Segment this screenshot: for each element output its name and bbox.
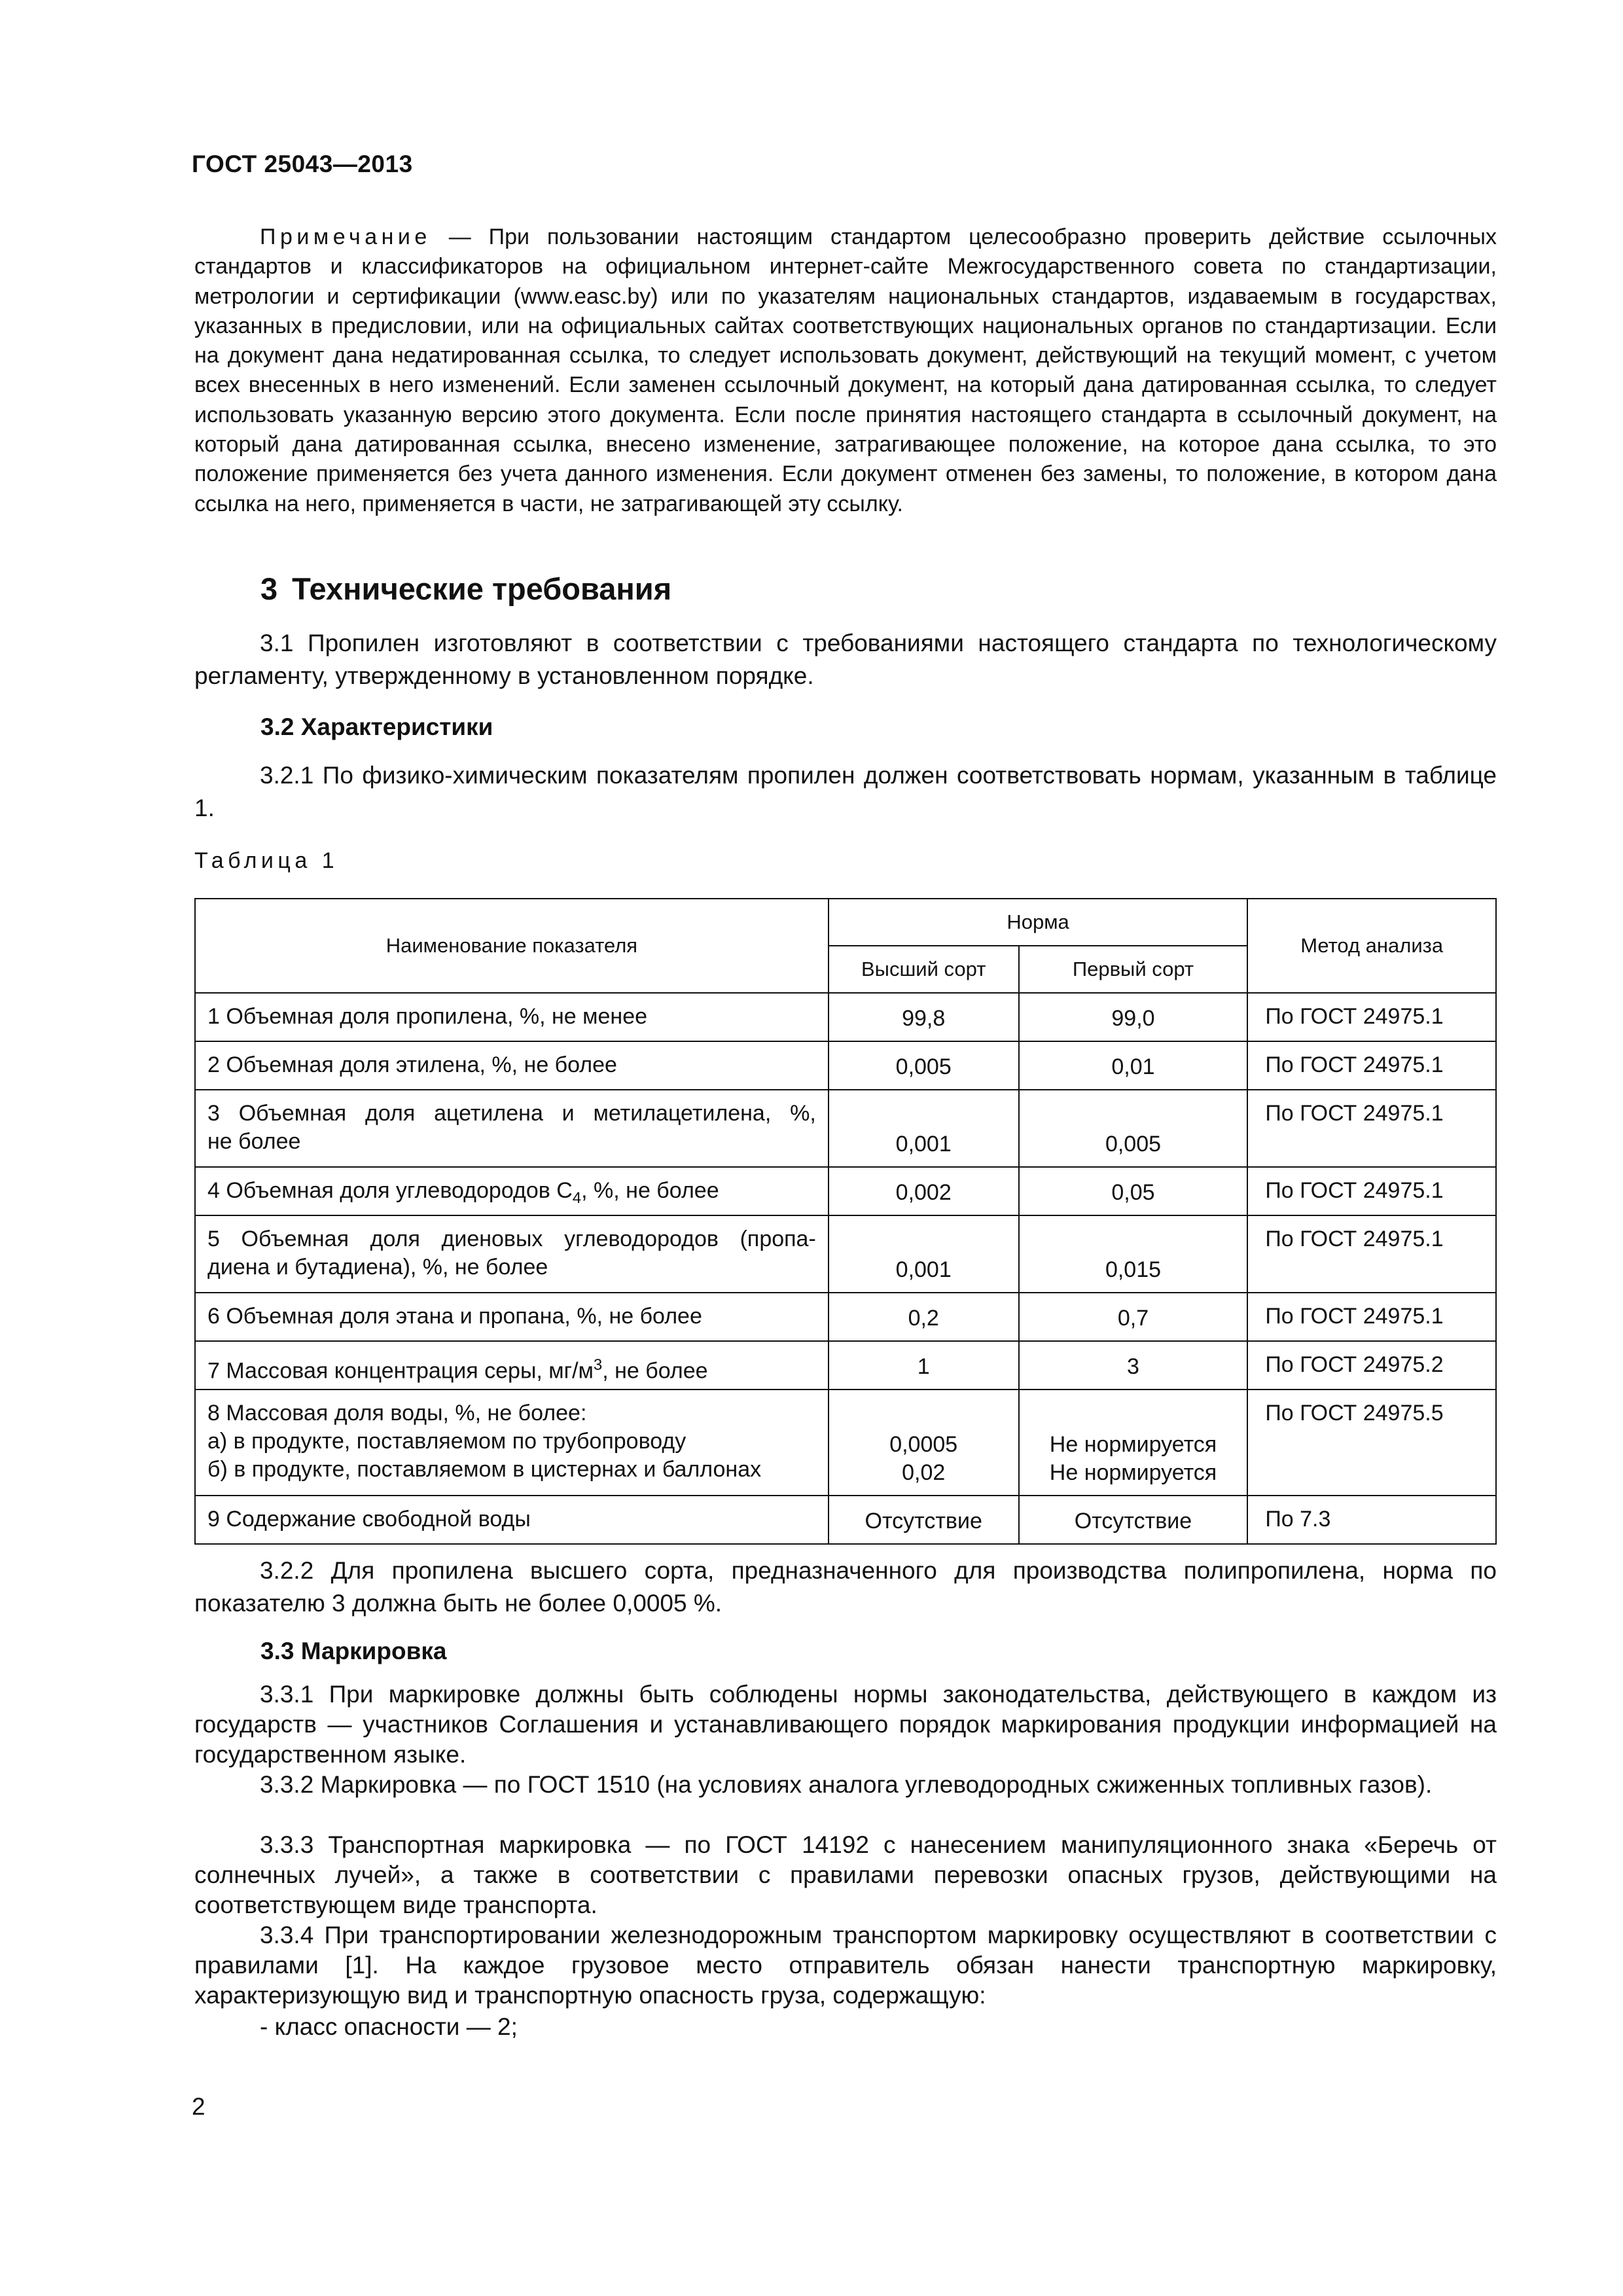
row-name-line: 5 Объемная доля диеновых углеводородов (пропа- [207, 1227, 816, 1251]
paragraph-3-3-2: 3.3.2 Маркировка — по ГОСТ 1510 (на условиях аналога углеводородных сжиженных топливных газов). [260, 1771, 1433, 1798]
table-header-row [195, 899, 1496, 946]
list-item: - класс опасности — 2; [260, 2013, 518, 2040]
document-header: ГОСТ 25043—2013 [192, 151, 413, 177]
row-method: По ГОСТ 24975.1 [1265, 1052, 1444, 1077]
row-name [196, 1168, 828, 1212]
row-name [196, 1090, 828, 1156]
row-method: По ГОСТ 24975.5 [1265, 1401, 1444, 1426]
table-row [195, 1293, 1496, 1341]
row-name [196, 1390, 828, 1484]
paragraph-3-2-1: 3.2.1 По физико-химическим показателям пропилен должен соответствовать нормам, указанным в таблице 1. [194, 762, 1497, 821]
row-value-grade2: 0,015 [1105, 1257, 1162, 1282]
table-row [195, 1390, 1496, 1496]
row-value-line: 0,02 [902, 1460, 946, 1485]
header-grade1: Высший сорт [829, 946, 1019, 993]
row-value-grade1: 99,8 [902, 1006, 946, 1031]
row-method: По ГОСТ 24975.2 [1265, 1352, 1444, 1377]
note-text: — При пользовании настоящим стандартом целесообразно проверить действие ссылочных стандартов и классификаторов на официальном интернет-сайте Межгосударственного совета по стандартизации, метрологии и сертификации (www.easc.by) или по указателям национальных стандартов, издаваемым в государствах, указанных в предисловии, или на официальных сайтах соответствующих национальных органов по стандартизации. Если на документ дана недатированная ссылка, то следует использовать документ, действующий на текущий момент, с учетом всех внесенных в него изменений. Если заменен ссылочный документ, на который дана датированная ссылка, то следует использовать указанную версию этого документа. Если после принятия настоящего стандарта в ссылочный документ, на который дана датированная ссылка, внесено изменение, затрагивающее положение, на которое дана ссылка, то это положение применяется без учета данного изменения. Если документ отменен без замены, то положение, в котором дана ссылка на него, применяется в части, не затрагивающей эту ссылку. [194, 224, 1497, 516]
row-value-grade2 [1020, 1431, 1247, 1495]
row-value-line: Не нормируется [1049, 1460, 1217, 1485]
row-name-subscript: 4 [572, 1189, 582, 1207]
row-name-line: а) в продукте, поставляемом по трубопроводу [207, 1429, 687, 1454]
table-row [195, 1167, 1496, 1215]
row-value-grade2: 99,0 [1111, 1006, 1155, 1031]
table-row [195, 1215, 1496, 1293]
row-value-grade2: 0,01 [1111, 1054, 1155, 1079]
row-name-line: не более [207, 1129, 301, 1154]
note-paragraph [194, 223, 1497, 519]
paragraph-3-3-1: 3.3.1 При маркировке должны быть соблюдены нормы законодательства, действующего в каждом из государств — участников Соглашения и устанавливающего порядок маркирования продукции информацией на государственном языке. [194, 1681, 1497, 1768]
paragraph-3-1: 3.1 Пропилен изготовляют в соответствии с требованиями настоящего стандарта по технологическому регламенту, утвержденному в установленном порядке. [194, 630, 1497, 689]
row-value-grade1: 0,002 [895, 1180, 952, 1205]
table-1 [194, 898, 1497, 1545]
table-row [195, 1496, 1496, 1544]
row-value-grade1: 0,001 [895, 1257, 952, 1282]
header-name: Наименование показателя [195, 899, 829, 993]
section-heading [260, 571, 671, 607]
row-value-grade2: 0,005 [1105, 1132, 1162, 1157]
row-name: 6 Объемная доля этана и пропана, %, не более [207, 1304, 702, 1329]
row-name: 9 Содержание свободной воды [207, 1507, 531, 1532]
row-name: 2 Объемная доля этилена, %, не более [207, 1052, 617, 1077]
row-value-line: 0,0005 [889, 1432, 958, 1457]
table-row [195, 1041, 1496, 1090]
row-name-line: 3 Объемная доля ацетилена и метилацетилена, %, [207, 1101, 816, 1126]
row-name [196, 1216, 828, 1282]
row-value-grade1 [829, 1431, 1018, 1495]
row-name [196, 1342, 828, 1385]
row-value-grade2: 3 [1127, 1354, 1139, 1379]
header-method: Метод анализа [1247, 899, 1496, 993]
row-value-grade2: 0,05 [1111, 1180, 1155, 1205]
table-row [195, 993, 1496, 1041]
paragraph-3-3-4: 3.3.4 При транспортировании железнодорожным транспортом маркировку осуществляют в соответствии с правилами [1]. На каждое грузовое место отправитель обязан нанести транспортную маркировку, характеризующую вид и транспортную опасность груза, содержащую: [194, 1922, 1497, 2009]
row-name-superscript: 3 [593, 1356, 603, 1374]
row-name-part: , не более [602, 1358, 708, 1384]
row-value-grade1: 0,005 [895, 1054, 952, 1079]
table-caption: Таблица 1 [194, 848, 339, 873]
row-method: По ГОСТ 24975.1 [1265, 1101, 1444, 1126]
row-name: 1 Объемная доля пропилена, %, не менее [207, 1004, 648, 1029]
paragraph-3-2-2: 3.2.2 Для пропилена высшего сорта, предназначенного для производства полипропилена, норма по показателю 3 должна быть не более 0,0005 %. [194, 1557, 1497, 1617]
row-name-line: б) в продукте, поставляемом в цистернах и баллонах [207, 1457, 762, 1482]
row-name-part: , %, не более [581, 1178, 719, 1203]
page-number: 2 [192, 2093, 205, 2120]
row-value-grade2: 0,7 [1117, 1306, 1149, 1331]
row-value-grade1: Отсутствие [865, 1509, 982, 1534]
note-label: Примечание [260, 224, 431, 249]
row-method: По ГОСТ 24975.1 [1265, 1004, 1444, 1029]
row-value-grade1: 1 [917, 1354, 930, 1379]
subsection-heading-3-3: 3.3 Маркировка [260, 1638, 447, 1664]
section-title: Технические требования [292, 571, 672, 606]
row-name-part: 7 Массовая концентрация серы, мг/м [207, 1358, 594, 1384]
row-value-line: Не нормируется [1049, 1432, 1217, 1457]
row-value-grade1: 0,001 [895, 1132, 952, 1157]
row-name-line: 8 Массовая доля воды, %, не более: [207, 1401, 587, 1426]
paragraph-3-3-3: 3.3.3 Транспортная маркировка — по ГОСТ 14192 с нанесением манипуляционного знака «Беречь от солнечных лучей», а также в соответствии с правилами перевозки опасных грузов, действующими на соответствующем виде транспорта. [194, 1831, 1497, 1918]
row-method: По ГОСТ 24975.1 [1265, 1178, 1444, 1203]
row-name-part: 4 Объемная доля углеводородов С [207, 1178, 573, 1203]
header-grade2: Первый сорт [1019, 946, 1248, 993]
row-value-grade1: 0,2 [908, 1306, 939, 1331]
table-row [195, 1341, 1496, 1390]
subsection-heading-3-2: 3.2 Характеристики [260, 713, 493, 740]
row-method: По ГОСТ 24975.1 [1265, 1304, 1444, 1329]
row-name-line: диена и бутадиена), %, не более [207, 1255, 548, 1280]
section-number: 3 [260, 571, 278, 606]
header-norm: Норма [829, 899, 1248, 946]
row-method: По 7.3 [1265, 1507, 1331, 1532]
table-row [195, 1090, 1496, 1167]
row-value-grade2: Отсутствие [1074, 1509, 1192, 1534]
row-method: По ГОСТ 24975.1 [1265, 1227, 1444, 1251]
